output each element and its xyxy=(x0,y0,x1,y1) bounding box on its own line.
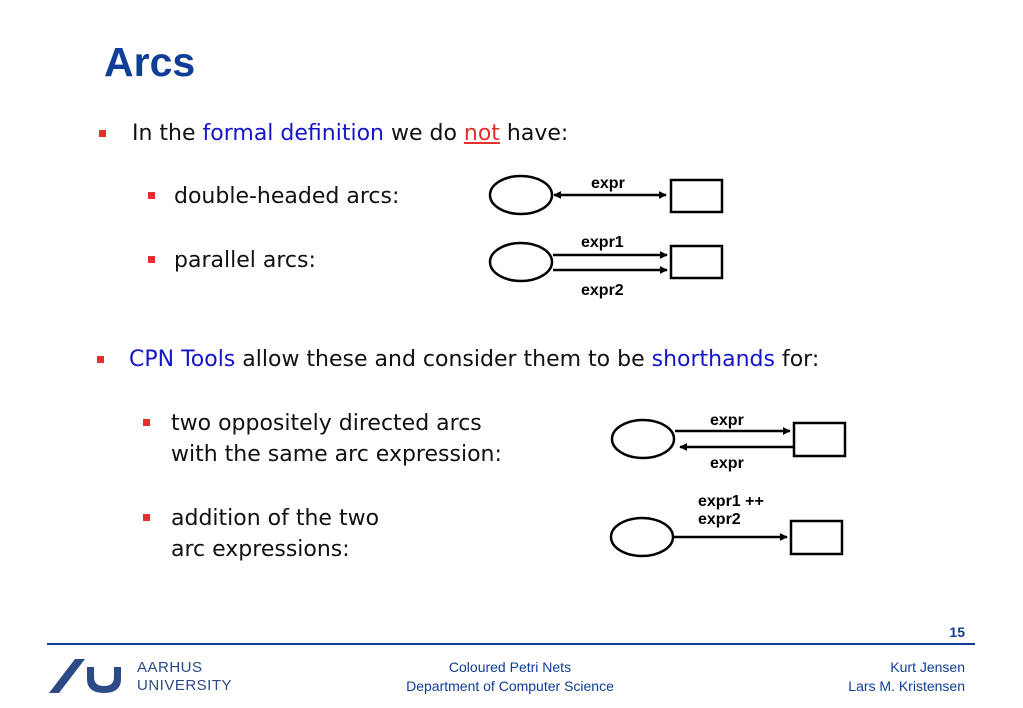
place-node xyxy=(612,420,674,458)
transition-node xyxy=(791,521,842,554)
opposite-arcs-diagram xyxy=(612,412,845,472)
emphasis-not: not xyxy=(463,121,500,146)
aarhus-university-logo-icon xyxy=(47,655,125,695)
place-node xyxy=(611,518,673,556)
transition-node xyxy=(794,423,845,456)
bullet-text: have: xyxy=(499,121,569,146)
footer-authors xyxy=(848,658,965,696)
university-name-line: UNIVERSITY xyxy=(137,677,233,694)
arc-expression-label: expr2 xyxy=(581,282,624,299)
bullet-text: we do xyxy=(383,121,464,146)
arc-expression-label: expr1 ++ xyxy=(698,493,764,510)
arc-expression-label: expr2 xyxy=(698,511,741,528)
author-name: Lars M. Kristensen xyxy=(848,678,965,694)
place-node xyxy=(490,176,552,214)
bullet-line: with the same arc expression: xyxy=(171,442,502,467)
double-headed-arc-diagram xyxy=(490,175,722,214)
parallel-arcs-diagram xyxy=(490,234,722,299)
university-name xyxy=(137,659,232,695)
transition-node xyxy=(671,180,722,212)
bullet-line: addition of the two xyxy=(171,506,380,531)
arc-expression-label: expr xyxy=(710,412,744,429)
addition-arc-diagram xyxy=(611,493,842,556)
sub-bullet-parallel: parallel arcs: xyxy=(174,248,316,273)
bullet-text: allow these and consider them to be xyxy=(235,347,652,372)
bullet-text: for: xyxy=(774,347,820,372)
department-name: Department of Computer Science xyxy=(406,678,614,694)
highlight-shorthands: shorthands xyxy=(651,347,775,372)
university-name-line: AARHUS xyxy=(137,659,203,676)
arc-expression-label: expr1 xyxy=(581,234,624,251)
highlight-cpn-tools: CPN Tools xyxy=(129,347,236,372)
footer-divider xyxy=(47,643,975,645)
bullet-line: two oppositely directed arcs xyxy=(171,411,482,436)
highlight-formal-definition: formal definition xyxy=(202,121,384,146)
arc-expression-label: expr xyxy=(710,455,744,472)
sub-bullet-double-headed: double-headed arcs: xyxy=(174,184,400,209)
slide-title: Arcs xyxy=(104,39,196,85)
transition-node xyxy=(671,246,722,278)
bullet-text: In the xyxy=(132,121,203,146)
footer-center xyxy=(360,658,660,696)
page-number: 15 xyxy=(949,624,965,640)
course-title: Coloured Petri Nets xyxy=(448,659,572,675)
bullet-line: arc expressions: xyxy=(171,537,350,562)
arc-expression-label: expr xyxy=(591,175,625,192)
place-node xyxy=(490,243,552,281)
author-name: Kurt Jensen xyxy=(890,659,965,675)
